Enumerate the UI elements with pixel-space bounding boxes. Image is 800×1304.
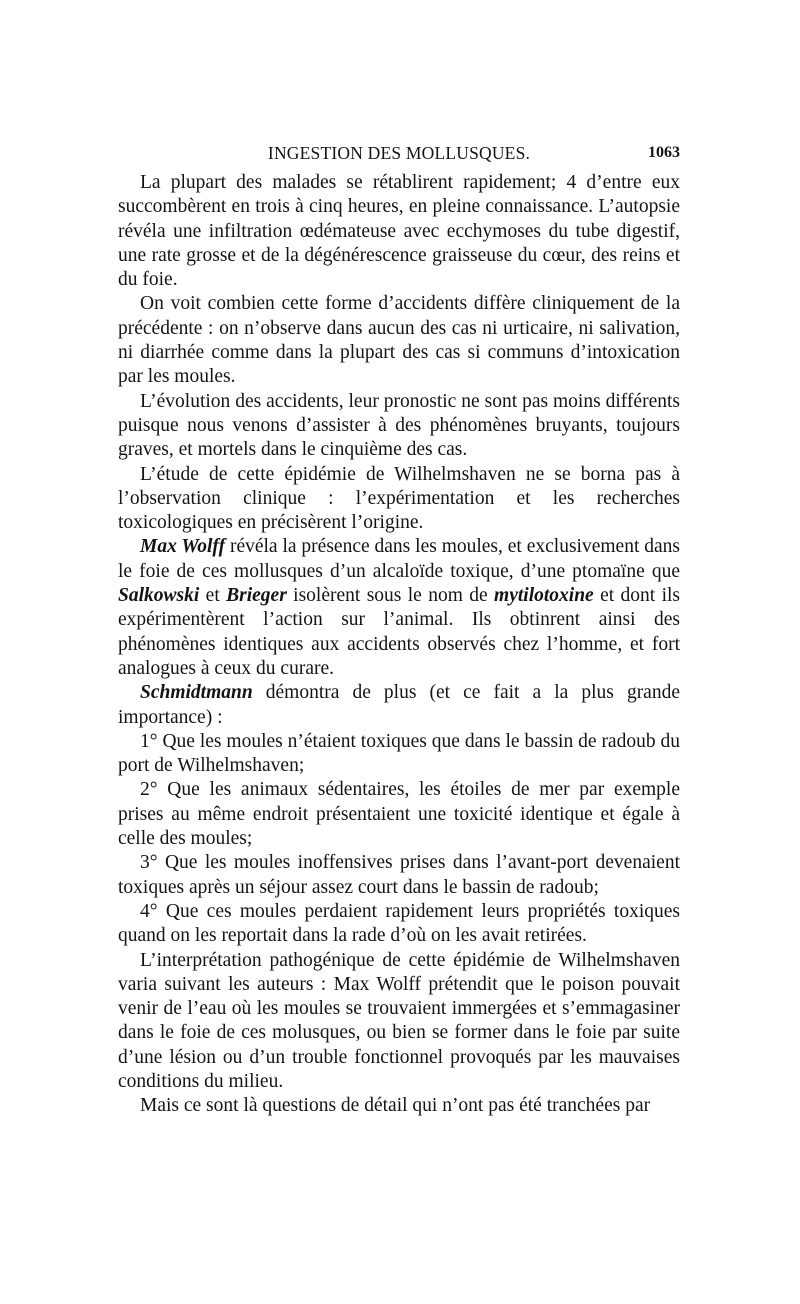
- paragraph-8: [118, 1094, 680, 1118]
- text-run: L’étude de cette épidémie de Wilhelmshaven ne se borna pas à l’observation clinique : l’expérimentation et les recherches toxicologiques en précisèrent l’origine.: [118, 463, 680, 534]
- text-run: 4° Que ces moules perdaient rapidement leurs propriétés toxiques quand on les reportait dans la rade d’où on les avait retirées.: [118, 900, 680, 947]
- text-run: Mais ce sont là questions de détail qui n’ont pas été tranchées par: [140, 1095, 651, 1117]
- text-run: révéla la présence dans les moules, et exclusivement dans le foie de ces mollusques d’un alcaloïde toxique, d’une ptomaïne que: [118, 536, 680, 582]
- text-run: et dont ils expérimentèrent l’action sur l’animal. Ils obtinrent ainsi des phénomènes identiques aux accidents observés chez l’homme, et fort analogues à ceux du curare.: [118, 585, 681, 679]
- author-name-schmidtmann: Schmidtmann: [140, 682, 253, 704]
- paragraph-5: [118, 535, 680, 681]
- text-run: et: [199, 585, 227, 607]
- text-run: 2° Que les animaux sédentaires, les étoiles de mer par exemple prises au même endroit présentaient une toxicité identique et égale à celle des moules;: [118, 779, 680, 850]
- text-run: L’interprétation pathogénique de cette épidémie de Wilhelmshaven varia suivant les auteurs : Max Wolff prétendit que le poison pouvait venir de l’eau où les moules se trouvaient immergées et s’emmagasiner dans le foie de ces molusques, ou bien se former dans le foie par suite d’une lésion ou d’un trouble fonctionnel provoqués par les mauvaises conditions du milieu.: [118, 949, 680, 1092]
- list-item-4: [118, 900, 680, 949]
- document-page: [118, 140, 680, 1119]
- body-text: [118, 171, 680, 1119]
- text-run: On voit combien cette forme d’accidents diffère cliniquement de la précédente : on n’observe dans aucun des cas ni urticaire, ni salivation, ni diarrhée comme dans la plupart des cas si communs d’intoxication par les moules.: [118, 293, 680, 388]
- text-run: L’évolution des accidents, leur pronostic ne sont pas moins différents puisque nous venons d’assister à des phénomènes bruyants, toujours graves, et mortels dans le cinquième des cas.: [118, 390, 680, 461]
- paragraph-6: [118, 681, 680, 730]
- text-run: démontra de plus (et ce fait a la plus grande importance) :: [118, 682, 680, 728]
- text-run: 3° Que les moules inoffensives prises dans l’avant-port devenaient toxiques après un séjour assez court dans le bassin de radoub;: [118, 852, 680, 898]
- paragraph-2: [118, 292, 680, 389]
- text-run: La plupart des malades se rétablirent rapidement; 4 d’entre eux succombèrent en trois à cinq heures, en pleine connaissance. L’autopsie révéla une infiltration œdémateuse avec ecchymoses du tube digestif, une rate grosse et de la dégénérescence graisseuse du cœur, des reins et du foie.: [118, 172, 680, 291]
- paragraph-3: [118, 390, 680, 463]
- paragraph-7: [118, 949, 680, 1095]
- author-name-max-wolff: Max Wolff: [140, 536, 226, 558]
- running-title: INGESTION DES MOLLUSQUES.: [267, 143, 531, 163]
- page-header: [118, 140, 680, 168]
- paragraph-4: [118, 463, 680, 536]
- page-number: 1063: [648, 144, 680, 161]
- paragraph-1: [118, 171, 680, 292]
- text-run: isolèrent sous le nom de: [286, 585, 495, 607]
- author-name-salkowski: Salkowski: [118, 585, 200, 607]
- list-item-2: [118, 778, 680, 851]
- text-run: 1° Que les moules n’étaient toxiques que dans le bassin de radoub du port de Wilhelmshaven;: [118, 730, 680, 777]
- author-name-brieger: Brieger: [226, 585, 287, 607]
- term-mytilotoxine: mytilotoxine: [494, 585, 594, 607]
- list-item-3: [118, 851, 680, 900]
- list-item-1: [118, 730, 680, 779]
